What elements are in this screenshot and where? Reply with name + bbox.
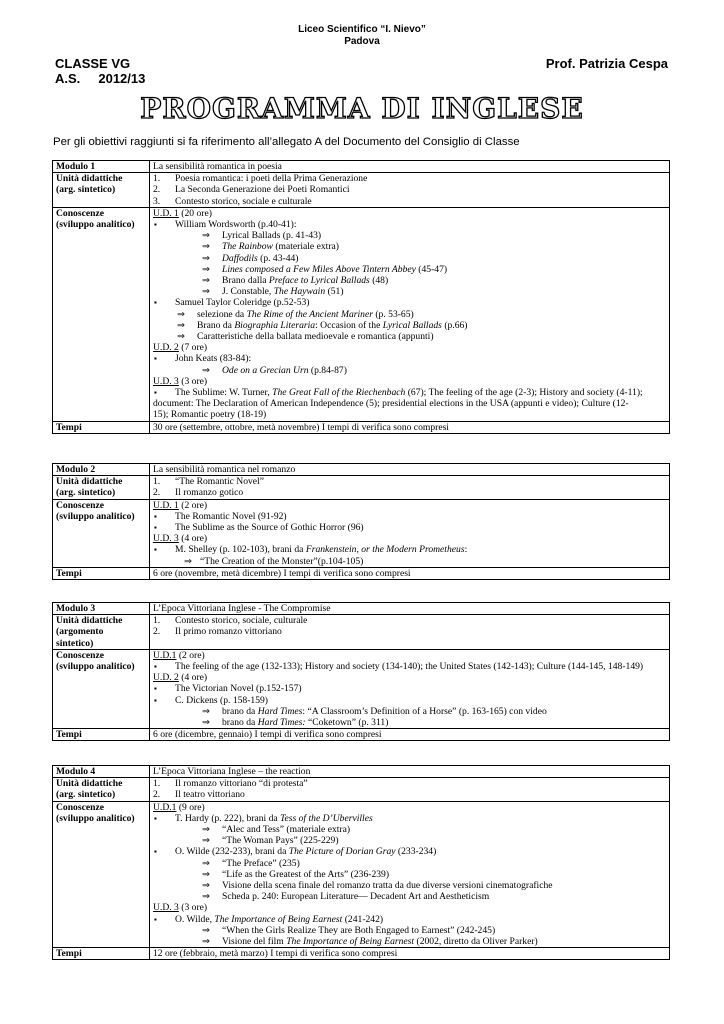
- list-item: ▪ The Victorian Novel (p.152-157): [153, 683, 666, 694]
- knowledge-content: [150, 801, 670, 948]
- list-item: 1. Poesia romantica: i poeti della Prima Generazione: [153, 173, 368, 185]
- list-item: ⇒ brano da Hard Times: “Coketown” (p. 311): [153, 717, 666, 728]
- list-item: ▪ The feeling of the age (132-133); History and society (134-140); the United States (142-143); Culture (144-145, 148-149): [153, 661, 666, 672]
- ud-heading: U.D. 3 (3 ore): [153, 902, 208, 914]
- teacher-name: Prof. Patrizia Cespa: [545, 56, 668, 71]
- list-item: ⇒ “The Preface” (235): [153, 858, 666, 869]
- time-value: 6 ore (dicembre, gennaio) I tempi di verifica sono compresi: [150, 729, 670, 741]
- knowledge-label: Conoscenze (sviluppo analitico): [53, 499, 150, 567]
- list-item: 2. Il teatro vittoriano: [153, 789, 245, 801]
- module-3-table: [52, 602, 670, 741]
- list-item: ⇒ “Life as the Greatest of the Arts” (236-239): [153, 869, 666, 880]
- list-item: ▪ Samuel Taylor Coleridge (p.52-53): [153, 297, 666, 308]
- list-item: ⇒ Ode on a Grecian Urn (p.84-87): [153, 365, 666, 376]
- class-info: [55, 56, 145, 86]
- list-item: ▪ The Sublime as the Source of Gothic Horror (96): [153, 522, 666, 533]
- time-value: 12 ore (febbraio, metà marzo) I tempi di verifica sono compresi: [150, 948, 670, 960]
- list-item: ⇒ Lyrical Ballads (p. 41-43): [153, 230, 666, 241]
- module-title: La sensibilità romantica in poesia: [150, 161, 670, 173]
- time-label: Tempi: [53, 948, 150, 960]
- list-item: ⇒ Brano dalla Preface to Lyrical Ballads (48): [153, 275, 666, 286]
- ud-heading: U.D.1 (2 ore): [153, 649, 205, 661]
- ud-heading: U.D. 1 (20 ore): [153, 207, 212, 219]
- knowledge-label: Conoscenze (sviluppo analitico): [53, 207, 150, 421]
- school-year: A.S. 2012/13: [55, 71, 146, 86]
- list-item: ⇒ brano da Hard Times: “A Classroom’s Definition of a Horse” (p. 163-165) con video: [153, 706, 666, 717]
- list-item: ⇒ Caratteristiche della ballata medioevale e romantica (appunti): [153, 331, 666, 342]
- list-item: ⇒ Scheda p. 240: European Literature— Decadent Art and Aestheticism: [153, 891, 666, 902]
- list-item-cont: 15); Romantic poetry (18-19): [153, 409, 267, 421]
- units-label: Unità didattiche (arg. sintetico): [53, 173, 150, 208]
- list-item: ▪ The Romantic Novel (91-92): [153, 511, 666, 522]
- time-label: Tempi: [53, 567, 150, 579]
- class-label: CLASSE VG: [55, 56, 131, 71]
- list-item: ▪ O. Wilde (232-233), brani da The Picture of Dorian Gray (233-234): [153, 846, 666, 857]
- list-item: ▪ T. Hardy (p. 222), brani da Tess of the D’Ubervilles: [153, 813, 666, 824]
- knowledge-label: Conoscenze (sviluppo analitico): [53, 801, 150, 948]
- ud-heading: U.D. 3 (3 ore): [153, 375, 208, 387]
- module-2-table: [52, 463, 670, 580]
- units-list: [150, 778, 670, 801]
- list-item: ▪ John Keats (83-84):: [153, 353, 666, 364]
- list-item: ▪ M. Shelley (p. 102-103), brani da Frankenstein, or the Modern Prometheus:: [153, 544, 666, 555]
- knowledge-label: Conoscenze (sviluppo analitico): [53, 649, 150, 728]
- list-item: ⇒ selezione da The Rime of the Ancient Mariner (p. 53-65): [153, 309, 666, 320]
- list-item: ⇒ Visione del film The Importance of Being Earnest (2002, diretto da Oliver Parker): [153, 936, 666, 947]
- units-label: Unità didattiche (arg. sintetico): [53, 476, 150, 499]
- intro-text: Per gli obiettivi raggiunti si fa riferimento all’allegato A del Documento del Consiglio di Classe: [53, 136, 520, 148]
- list-item: ▪ C. Dickens (p. 158-159): [153, 695, 666, 706]
- knowledge-content: [150, 649, 670, 728]
- list-item: 1. “The Romantic Novel”: [153, 476, 264, 488]
- list-item: ⇒ “When the Girls Realize They are Both Engaged to Earnest” (242-245): [153, 925, 666, 936]
- list-item: ▪ O. Wilde, The Importance of Being Earnest (241-242): [153, 914, 666, 925]
- school-city: Padova: [344, 36, 380, 47]
- school-name: Liceo Scientifico “I. Nievo”: [298, 24, 426, 35]
- school-header: [0, 24, 724, 48]
- list-item: 2. Il primo romanzo vittoriano: [153, 626, 282, 638]
- list-item: ▪ William Wordsworth (p.40-41):: [153, 219, 666, 230]
- list-item: ⇒ “Alec and Tess” (materiale extra): [153, 824, 666, 835]
- time-label: Tempi: [53, 729, 150, 741]
- page-title: PROGRAMMA DI INGLESE: [140, 92, 584, 125]
- list-item: ⇒ “The Creation of the Monster”(p.104-105): [153, 556, 666, 567]
- module-label: Modulo 2: [53, 464, 150, 476]
- units-list: [150, 476, 670, 499]
- list-item: 2. La Seconda Generazione dei Poeti Romantici: [153, 184, 350, 196]
- ud-heading: U.D. 3 (4 ore): [153, 533, 208, 545]
- list-item: 1. Contesto storico, sociale, culturale: [153, 615, 308, 627]
- list-item: ⇒ Daffodils (p. 43-44): [153, 253, 666, 264]
- list-item: 3. Contesto storico, sociale e culturale: [153, 195, 312, 207]
- list-item: ⇒ Lines composed a Few Miles Above Tintern Abbey (45-47): [153, 264, 666, 275]
- module-label: Modulo 3: [53, 603, 150, 615]
- knowledge-content: [150, 207, 670, 421]
- list-item: ▪ The Sublime: W. Turner, The Great Fall of the Riechenbach (67); The feeling of the age (2-3); History and society (4-11);: [153, 387, 666, 398]
- module-title: La sensibilità romantica nel romanzo: [150, 464, 670, 476]
- units-label: Unità didattiche (argomento sintetico): [53, 615, 150, 650]
- module-4-table: [52, 765, 670, 960]
- time-value: 6 ore (novembre, metà dicembre) I tempi di verifica sono compresi: [150, 567, 670, 579]
- list-item: ⇒ The Rainbow (materiale extra): [153, 241, 666, 252]
- list-item-cont: document: The Declaration of American Independence (5); presidential elections in the USA (appunti e video); Culture (12-: [153, 398, 629, 410]
- units-label: Unità didattiche (arg. sintetico): [53, 778, 150, 801]
- ud-heading: U.D.1 (9 ore): [153, 801, 205, 813]
- list-item: ⇒ “The Woman Pays” (225-229): [153, 835, 666, 846]
- units-list: [150, 615, 670, 650]
- ud-heading: U.D. 2 (4 ore): [153, 672, 208, 684]
- list-item: 2. Il romanzo gotico: [153, 487, 244, 499]
- module-1-table: [52, 160, 670, 434]
- list-item: ⇒ J. Constable, The Haywain (51): [153, 286, 666, 297]
- knowledge-content: [150, 499, 670, 567]
- time-value: 30 ore (settembre, ottobre, metà novembre) I tempi di verifica sono compresi: [150, 421, 670, 433]
- ud-heading: U.D. 2 (7 ore): [153, 342, 208, 354]
- time-label: Tempi: [53, 421, 150, 433]
- module-label: Modulo 4: [53, 766, 150, 778]
- units-list: [150, 173, 670, 208]
- module-title: L’Epoca Vittoriana Inglese – the reaction: [150, 766, 670, 778]
- ud-heading: U.D. 1 (2 ore): [153, 499, 208, 511]
- list-item: 1. Il romanzo vittoriano “di protesta”: [153, 778, 308, 790]
- module-title: L’Epoca Vittoriana Inglese - The Compromise: [150, 603, 670, 615]
- list-item: ⇒ Brano da Biographia Literaria: Occasion of the Lyrical Ballads (p.66): [153, 320, 666, 331]
- list-item: ⇒ Visione della scena finale del romanzo tratta da due diverse versioni cinematografiche: [153, 880, 666, 891]
- module-label: Modulo 1: [53, 161, 150, 173]
